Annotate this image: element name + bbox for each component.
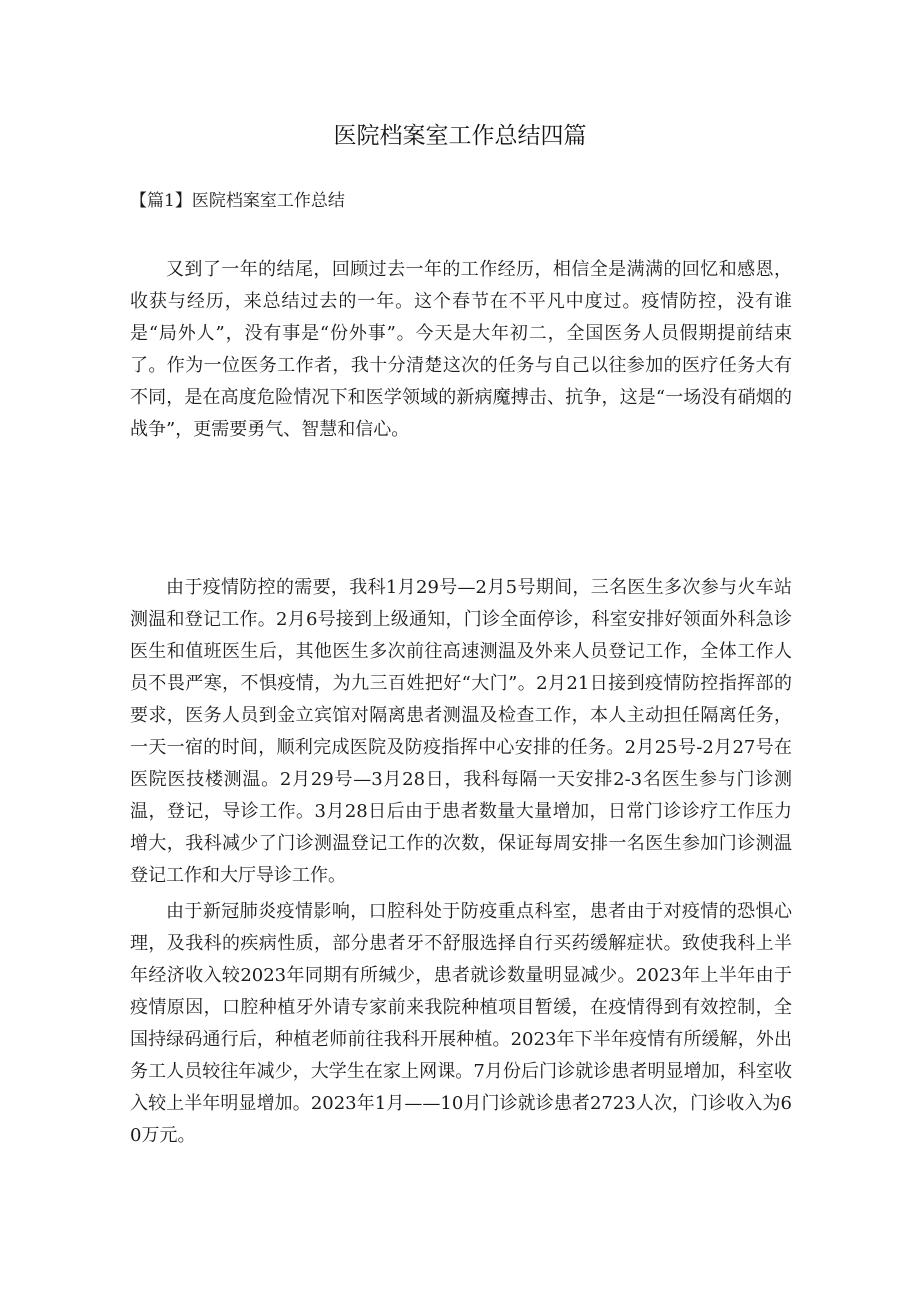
section-heading: 【篇1】医院档案室工作总结 (130, 191, 345, 211)
document-title: 医院档案室工作总结四篇 (333, 123, 587, 149)
paragraph: 由于疫情防控的需要，我科1月29号—2月5号期间，三名医生多次参与火车站测温和登记工作。2月6号接到上级通知，门诊全面停诊，科室安排好领面外科急诊医生和值班医生后，其他医生多次前往高速测温及外来人员登记工作，全体工作人员不畏严寒，不惧疫情，为九三百姓把好“大门”。2月21日接到疫情防控指挥部的要求，医务人员到金立宾馆对隔离患者测温及检查工作，本人主动担任隔离任务，一天一宿的时间，顺利完成医院及防疫指挥中心安排的任务。2月25号-2月27号在医院医技楼测温。2月29号—3月28日，我科每隔一天安排2-3名医生参与门诊测温，登记，导诊工作。3月28日后由于患者数量大量增加，日常门诊诊疗工作压力增大，我科减少了门诊测温登记工作的次数，保证每周安排一名医生参加门诊测温登记工作和大厅导诊工作。 (130, 577, 792, 886)
paragraph: 又到了一年的结尾，回顾过去一年的工作经历，相信全是满满的回忆和感恩，收获与经历，来总结过去的一年。这个春节在不平凡中度过。疫情防控，没有谁是“局外人”，没有事是“份外事”。今天是大年初二，全国医务人员假期提前结束了。作为一位医务工作者，我十分清楚这次的任务与自己以往参加的医疗任务大有不同，是在高度危险情况下和医学领域的新病魔搏击、抗争，这是“一场没有硝烟的战争”，更需要勇气、智慧和信心。 (130, 259, 792, 440)
paragraph: 由于新冠肺炎疫情影响，口腔科处于防疫重点科室，患者由于对疫情的恐惧心理，及我科的疾病性质，部分患者牙不舒服选择自行买药缓解症状。致使我科上半年经济收入较2023年同期有所缄少，患者就诊数量明显减少。2023年上半年由于疫情原因，口腔种植牙外请专家前来我院种植项目暂缓，在疫情得到有效控制，全国持绿码通行后，种植老师前往我科开展种植。2023年下半年疫情有所缓解，外出务工人员较往年减少，大学生在家上网课。7月份后门诊就诊患者明显增加，科室收入较上半年明显增加。2023年1月——10月门诊就诊患者2723人次，门诊收入为60万元。 (130, 901, 792, 1146)
